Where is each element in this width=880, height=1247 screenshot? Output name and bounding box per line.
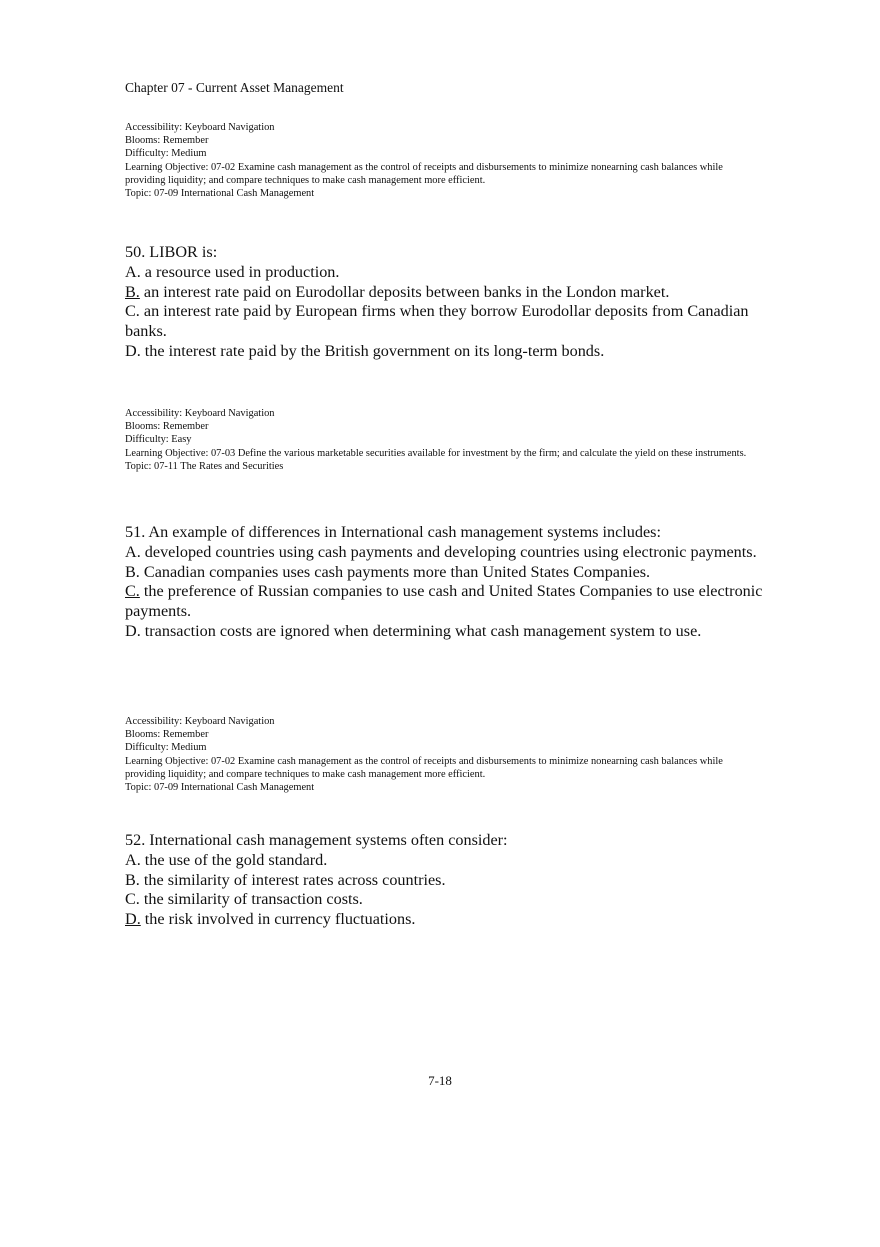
topic-label: Topic: 07-09 International Cash Management <box>125 782 315 794</box>
question-stem: 51. An example of differences in International cash management systems includes: <box>125 523 661 541</box>
option-text: Canadian companies uses cash payments more than United States Companies. <box>139 562 651 581</box>
option-letter: C. <box>125 890 140 909</box>
difficulty-label: Difficulty: Easy <box>125 434 192 446</box>
learning-objective: Learning Objective: 07-02 Examine cash management as the control of receipts and disbursements to minimize nonearning cash balances while providing liquidity; and compare techniques to make cash management more efficient. <box>125 755 723 780</box>
accessibility-label: Accessibility: Keyboard Navigation <box>125 716 275 727</box>
page-number: 7-18 <box>428 1073 452 1088</box>
option-text: the interest rate paid by the British government on its long-term bonds. <box>140 341 605 360</box>
chapter-header: Chapter 07 - Current Asset Management <box>125 80 344 95</box>
option-letter: B. <box>125 562 140 581</box>
option-text: the preference of Russian companies to use cash and United States Companies to use electronic payments. <box>125 582 763 621</box>
answer-option-a <box>125 543 765 563</box>
option-text: transaction costs are ignored when determining what cash management system to use. <box>140 621 702 640</box>
answer-option-c <box>125 302 765 342</box>
answer-option-b <box>125 871 765 891</box>
question-metadata <box>125 121 765 200</box>
option-letter: A. <box>125 542 141 561</box>
option-text: an interest rate paid by European firms when they borrow Eurodollar deposits from Canadian banks. <box>125 302 749 341</box>
topic-label: Topic: 07-09 International Cash Management <box>125 188 315 200</box>
option-letter: B. <box>125 870 140 889</box>
learning-objective: Learning Objective: 07-02 Examine cash management as the control of receipts and disbursements to minimize nonearning cash balances while providing liquidity; and compare techniques to make cash management more efficient. <box>125 161 723 186</box>
answer-option-b-correct <box>125 283 765 303</box>
option-text: an interest rate paid on Eurodollar deposits between banks in the London market. <box>139 282 670 301</box>
option-letter: D. <box>125 341 141 360</box>
difficulty-label: Difficulty: Medium <box>125 742 207 754</box>
option-text: the similarity of interest rates across countries. <box>139 870 446 889</box>
question-50 <box>125 243 765 362</box>
question-stem: 50. LIBOR is: <box>125 243 218 261</box>
option-letter: C. <box>125 302 140 321</box>
option-text: the risk involved in currency fluctuations. <box>140 910 416 929</box>
answer-option-c-correct <box>125 582 765 622</box>
topic-label: Topic: 07-11 The Rates and Securities <box>125 460 284 472</box>
option-text: the similarity of transaction costs. <box>139 890 363 909</box>
option-letter: D. <box>125 621 141 640</box>
option-text: developed countries using cash payments and developing countries using electronic payments. <box>140 542 757 561</box>
answer-option-a <box>125 851 765 871</box>
answer-option-d <box>125 342 765 362</box>
blooms-label: Blooms: Remember <box>125 135 209 147</box>
question-51 <box>125 523 765 642</box>
question-stem: 52. International cash management systems often consider: <box>125 831 508 849</box>
option-letter: A. <box>125 262 141 281</box>
accessibility-label: Accessibility: Keyboard Navigation <box>125 408 275 419</box>
blooms-label: Blooms: Remember <box>125 421 209 433</box>
answer-option-d <box>125 622 765 642</box>
correct-option-letter: B. <box>125 282 140 301</box>
question-metadata <box>125 407 765 473</box>
answer-option-b <box>125 563 765 583</box>
learning-objective: Learning Objective: 07-03 Define the various marketable securities available for investment by the firm; and calculate the yield on these instruments. <box>125 447 747 459</box>
correct-option-letter: D. <box>125 910 141 929</box>
question-52 <box>125 831 765 930</box>
option-text: a resource used in production. <box>140 262 340 281</box>
answer-option-c <box>125 890 765 910</box>
difficulty-label: Difficulty: Medium <box>125 148 207 160</box>
accessibility-label: Accessibility: Keyboard Navigation <box>125 122 275 133</box>
blooms-label: Blooms: Remember <box>125 729 209 741</box>
option-letter: A. <box>125 850 141 869</box>
answer-option-d-correct <box>125 910 765 930</box>
option-text: the use of the gold standard. <box>140 850 328 869</box>
correct-option-letter: C. <box>125 582 140 601</box>
answer-option-a <box>125 263 765 283</box>
question-metadata <box>125 715 765 794</box>
